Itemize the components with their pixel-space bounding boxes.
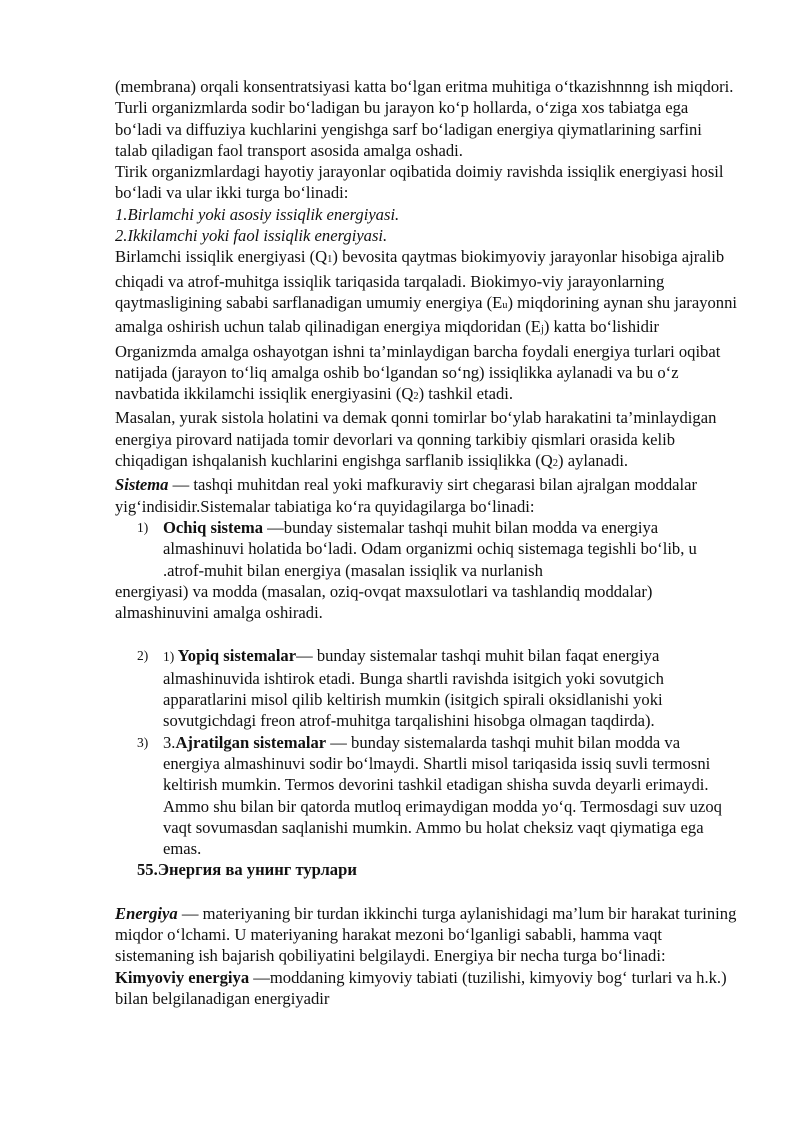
- term-sistema: Sistema: [115, 475, 169, 495]
- subscript: 2: [552, 458, 559, 470]
- paragraph-heart-example: [115, 407, 738, 474]
- text-segment: Masalan, yurak sistola holatini va demak qonni tomirlar bo‘ylab harakatini ta’minlaydigan energiya pirovard natijada tomir devorlari va qonning tarkibiy qismlari orasida kelib chiqadigan ishqalanish kuchlarini engishga sarflanib issiqlikka (Q: [115, 408, 717, 471]
- paragraph-secondary-heat: [115, 341, 738, 408]
- term-energiya: Energiya: [115, 903, 178, 923]
- list-item-primary-heat: 1.Birlamchi yoki asosiy issiqlik energiyasi.: [115, 204, 400, 224]
- text-segment: Birlamchi issiqlik energiyasi (Q: [115, 247, 328, 267]
- paragraph-system-definition: [115, 474, 738, 517]
- list-item-closed-system: [115, 645, 738, 731]
- term-chemical-energy: Kimyoviy energiya: [115, 967, 250, 987]
- spacer: [115, 881, 738, 903]
- text-segment: — bunday sistemalar tashqi muhit bilan faqat energiya almashinuvida ishtirok etadi. Bunga shartli ravishda isitgich yoki sovutgich apparatlarini misol qilib keltirish mumkin (isitgich spirali oksidlanishi yoki sovutgichdagi freon atrof-muhitga tarqalishini hisobga olmagan taqdirda).: [163, 646, 664, 731]
- paragraph-chemical-energy: [115, 967, 738, 1010]
- list-item-isolated-system: [115, 732, 738, 860]
- text-segment: — tashqi muhitdan real yoki mafkuraviy sirt chegarasi bilan ajralgan moddalar yig‘indisidir.Sistemalar tabiatiga ko‘ra quyidagilarga bo‘linadi:: [115, 475, 698, 516]
- text-segment: ) katta bo‘lishidir: [543, 317, 660, 337]
- text-segment: —bunday sistemalar tashqi muhit bilan modda va energiya almashinuvi holatida bo‘ladi. Odam organizmi ochiq sistemaga tegishli bo‘lib, u .atrof-muhit bilan energiya (masalan issiqlik va nurlanish: [163, 517, 697, 580]
- paragraph-energy-definition: [115, 903, 738, 967]
- list-item-open-system: [115, 517, 738, 581]
- list-number: 1): [137, 519, 149, 535]
- subscript: u: [502, 299, 508, 311]
- paragraph-primary-heat: [115, 246, 738, 340]
- inline-prefix: 1): [163, 649, 178, 665]
- term-isolated-system: Ajratilgan sistemalar: [175, 732, 327, 752]
- paragraph-membrane: (membrana) orqali konsentratsiyasi katta bo‘lgan eritma muhitiga o‘tkazishnnng ish miqdori. Turli organizmlarda sodir bo‘ladigan bu jarayon ko‘p hollarda, o‘ziga xos tabiatga ega bo‘ladi va diffuziya kuchlarini yengishga sarf bo‘ladigan energiya qiymatlarining sarfini talab qiladigan faol transport asosida amalga oshadi.: [115, 77, 734, 160]
- text-segment: — materiyaning bir turdan ikkinchi turga aylanishidagi ma’lum bir harakat turining miqdor o‘lchami. U materiyaning harakat mezoni bo‘lganligi sababli, hamma vaqt sistemaning ish bajarish qobiliyatini belgilaydi. Energiya bir necha turga bo‘linadi:: [115, 903, 737, 966]
- term-closed-system: Yopiq sistemalar: [177, 646, 297, 666]
- paragraph-heat-energy-intro: Tirik organizmlardagi hayotiy jarayonlar oqibatida doimiy ravishda issiqlik energiyasi hosil bo‘ladi va ular ikki turga bo‘linadi:: [115, 162, 724, 203]
- section-heading: 55.Энергия ва унинг турлари: [137, 860, 357, 880]
- list-number: 3): [137, 734, 149, 750]
- text-segment: — bunday sistemalarda tashqi muhit bilan modda va energiya almashinuvi sodir bo‘lmaydi. Shartli misol tariqasida issiq suvli termosni keltirish mumkin. Termos devorini tashkil etadigan shisha suvda deyarli erimaydi. Ammo shu bilan bir qatorda mutloq erimaydigan modda yo‘q. Termosdagi suv uzoq vaqt sovumasdan saqlanishi mumkin. Ammo bu holat cheksiz vaqt qiymatiga ega emas.: [163, 732, 722, 859]
- text-segment: ) aylanadi.: [558, 451, 629, 471]
- text-segment: ) bevosita qaytmas biokimyoviy jarayonlar hisobiga ajralib chiqadi va atrof-muhitga issiqlik tariqasida tarqaladi. Biokimyo-viy jarayonlarning qaytmasligining sababi sarflanadigan umumiy energiya (E: [115, 247, 725, 312]
- subscript: 1: [327, 254, 333, 266]
- list-item-secondary-heat: 2.Ikkilamchi yoki faol issiqlik energiyasi.: [115, 226, 388, 246]
- term-open-system: Ochiq sistema: [163, 517, 264, 537]
- text-segment: Organizmda amalga oshayotgan ishni ta’minlaydigan barcha foydali energiya turlari oqibat natijada (jarayon to‘liq amalga oshib bo‘lgandan so‘ng) issiqlikka aylanadi va bu o‘z navbatida ikkilamchi issiqlik energiyasini (Q: [115, 341, 721, 404]
- list-item-open-system-continuation: energiyasi) va modda (masalan, oziq-ovqat maxsulotlari va tashlandiq moddalar) almashinuvini amalga oshiradi.: [115, 581, 653, 623]
- inline-prefix: 3.: [163, 732, 176, 752]
- text-segment: —moddaning kimyoviy tabiati (tuzilishi, kimyoviy bog‘ turlari va h.k.) bilan belgilanadigan energiyadir: [115, 967, 727, 1008]
- spacer: [115, 623, 738, 645]
- list-number: 2): [137, 648, 149, 664]
- text-segment: ) miqdorining aynan shu jarayonni amalga oshirish uchun talab qilinadigan energiya miqdoridan (E: [115, 292, 738, 337]
- text-segment: ) tashkil etadi.: [418, 384, 514, 404]
- subscript: 2: [413, 391, 419, 403]
- subscript: j: [540, 324, 544, 336]
